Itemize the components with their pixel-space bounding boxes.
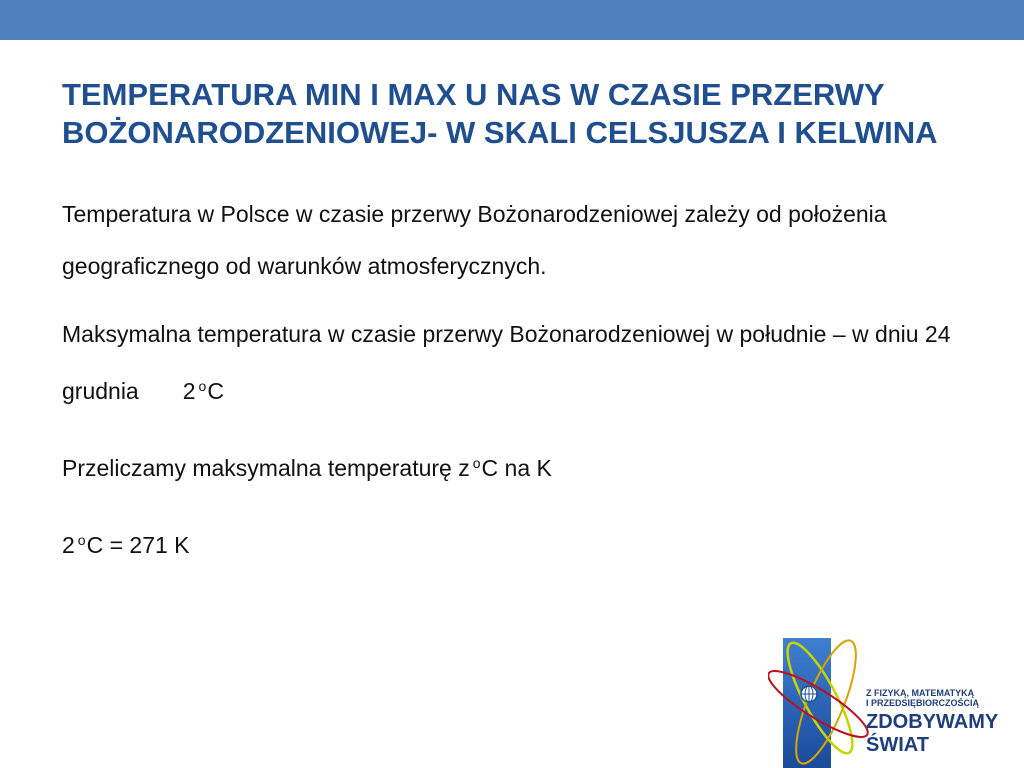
logo-tagline: Z FIZYKĄ, MATEMATYKĄ I PRZEDSIĘBIORCZOŚCIĄ bbox=[866, 688, 980, 708]
paragraph-max-temperature bbox=[62, 308, 982, 417]
program-logo bbox=[768, 622, 1024, 768]
paragraph-intro: Temperatura w Polsce w czasie przerwy Bożonarodzeniowej zależy od położenia geograficznego od warunków atmosferycznych. bbox=[62, 201, 887, 279]
top-accent-bar bbox=[0, 0, 1024, 40]
slide-title: TEMPERATURA MIN I MAX U NAS W CZASIE PRZERWY BOŻONARODZENIOWEJ- W SKALI CELSJUSZA I KELWINA bbox=[62, 77, 938, 150]
result-value: 2 bbox=[62, 532, 75, 558]
degree-symbol: o bbox=[77, 532, 86, 548]
degree-symbol: o bbox=[198, 378, 207, 394]
max-temperature-text: Maksymalna temperatura w czasie przerwy Bożonarodzeniowej w południe – w dniu 24 grudnia bbox=[62, 321, 951, 404]
slide-content bbox=[62, 188, 982, 571]
paragraph-conversion bbox=[62, 437, 982, 494]
paragraph-result bbox=[62, 514, 982, 571]
conversion-text: Przeliczamy maksymalna temperaturę z bbox=[62, 455, 470, 481]
celsius-unit: C bbox=[207, 378, 224, 404]
conversion-unit-text: C na K bbox=[481, 455, 552, 481]
logo-name: ZDOBYWAMY ŚWIAT bbox=[866, 711, 999, 756]
degree-symbol: o bbox=[472, 455, 481, 471]
max-temperature-value: 2 bbox=[182, 378, 196, 404]
result-equation: C = 271 K bbox=[86, 532, 190, 558]
